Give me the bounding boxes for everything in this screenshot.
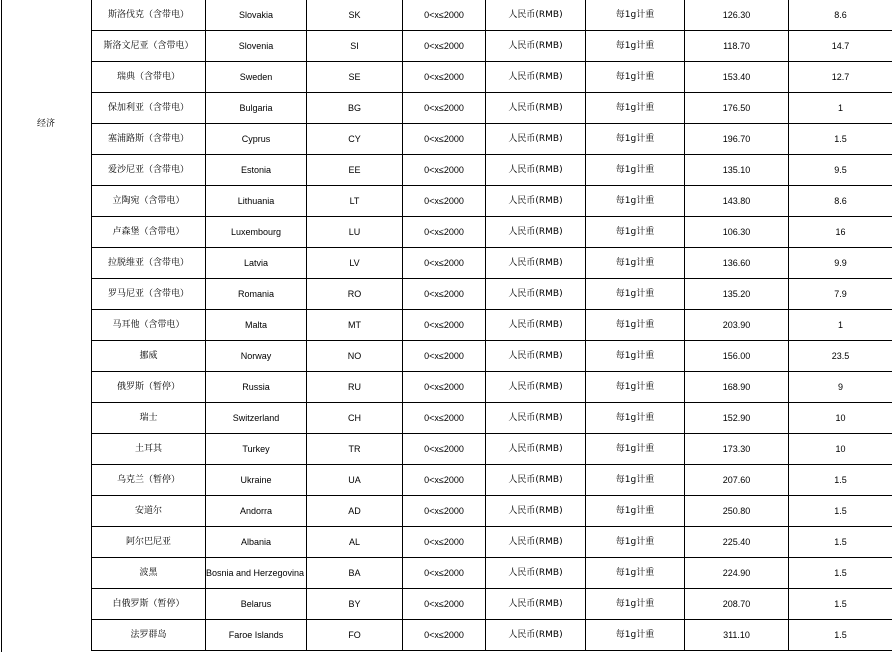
country-name-cn-cell: 保加利亚（含带电） xyxy=(92,93,206,124)
currency-cell: 人民币(RMB) xyxy=(486,465,586,496)
country-name-en-cell: Luxembourg xyxy=(206,217,307,248)
price-cell: 126.30 xyxy=(685,0,789,31)
weight-range-cell: 0<x≤2000 xyxy=(403,62,486,93)
country-code-cell: MT xyxy=(307,310,403,341)
country-name-en-cell: Slovakia xyxy=(206,0,307,31)
country-code-cell: AL xyxy=(307,527,403,558)
registration-fee-cell: 1.5 xyxy=(789,124,892,155)
country-code-cell: AD xyxy=(307,496,403,527)
registration-fee-cell: 9 xyxy=(789,372,892,403)
currency-cell: 人民币(RMB) xyxy=(486,62,586,93)
table-row xyxy=(92,527,892,558)
currency-cell: 人民币(RMB) xyxy=(486,372,586,403)
country-name-cn-cell: 马耳他（含带电） xyxy=(92,310,206,341)
price-cell: 311.10 xyxy=(685,620,789,651)
table-row xyxy=(92,372,892,403)
billing-unit-cell: 每1g计重 xyxy=(586,589,685,620)
country-name-en-cell: Cyprus xyxy=(206,124,307,155)
country-name-cn-cell: 瑞典（含带电） xyxy=(92,62,206,93)
currency-cell: 人民币(RMB) xyxy=(486,0,586,31)
currency-cell: 人民币(RMB) xyxy=(486,155,586,186)
weight-range-cell: 0<x≤2000 xyxy=(403,93,486,124)
table-row xyxy=(92,403,892,434)
weight-range-cell: 0<x≤2000 xyxy=(403,527,486,558)
country-code-cell: EE xyxy=(307,155,403,186)
price-cell: 153.40 xyxy=(685,62,789,93)
table-row xyxy=(92,620,892,651)
table-row xyxy=(92,93,892,124)
country-code-cell: RO xyxy=(307,279,403,310)
country-code-cell: UA xyxy=(307,465,403,496)
currency-cell: 人民币(RMB) xyxy=(486,310,586,341)
price-cell: 136.60 xyxy=(685,248,789,279)
currency-cell: 人民币(RMB) xyxy=(486,558,586,589)
country-code-cell: SI xyxy=(307,31,403,62)
table-row xyxy=(92,465,892,496)
country-code-cell: CY xyxy=(307,124,403,155)
table-row xyxy=(92,62,892,93)
country-name-cn-cell: 安道尔 xyxy=(92,496,206,527)
billing-unit-cell: 每1g计重 xyxy=(586,620,685,651)
table-left-border xyxy=(1,0,2,652)
billing-unit-cell: 每1g计重 xyxy=(586,465,685,496)
billing-unit-cell: 每1g计重 xyxy=(586,124,685,155)
registration-fee-cell: 7.9 xyxy=(789,279,892,310)
weight-range-cell: 0<x≤2000 xyxy=(403,465,486,496)
billing-unit-cell: 每1g计重 xyxy=(586,310,685,341)
country-name-cn-cell: 挪威 xyxy=(92,341,206,372)
price-cell: 208.70 xyxy=(685,589,789,620)
billing-unit-cell: 每1g计重 xyxy=(586,372,685,403)
currency-cell: 人民币(RMB) xyxy=(486,589,586,620)
country-name-cn-cell: 法罗群岛 xyxy=(92,620,206,651)
billing-unit-cell: 每1g计重 xyxy=(586,31,685,62)
country-name-en-cell: Lithuania xyxy=(206,186,307,217)
price-cell: 118.70 xyxy=(685,31,789,62)
billing-unit-cell: 每1g计重 xyxy=(586,496,685,527)
table-row xyxy=(92,248,892,279)
country-name-cn-cell: 乌克兰（暂停） xyxy=(92,465,206,496)
currency-cell: 人民币(RMB) xyxy=(486,527,586,558)
country-code-cell: LU xyxy=(307,217,403,248)
country-name-cn-cell: 土耳其 xyxy=(92,434,206,465)
price-cell: 176.50 xyxy=(685,93,789,124)
registration-fee-cell: 8.6 xyxy=(789,186,892,217)
billing-unit-cell: 每1g计重 xyxy=(586,279,685,310)
country-name-cn-cell: 瑞士 xyxy=(92,403,206,434)
registration-fee-cell: 1.5 xyxy=(789,496,892,527)
country-code-cell: BA xyxy=(307,558,403,589)
table-row xyxy=(92,341,892,372)
price-cell: 224.90 xyxy=(685,558,789,589)
billing-unit-cell: 每1g计重 xyxy=(586,186,685,217)
billing-unit-cell: 每1g计重 xyxy=(586,62,685,93)
country-name-cn-cell: 卢森堡（含带电） xyxy=(92,217,206,248)
registration-fee-cell: 12.7 xyxy=(789,62,892,93)
table-row xyxy=(92,496,892,527)
country-name-en-cell: Belarus xyxy=(206,589,307,620)
price-cell: 203.90 xyxy=(685,310,789,341)
price-cell: 135.20 xyxy=(685,279,789,310)
country-code-cell: LT xyxy=(307,186,403,217)
weight-range-cell: 0<x≤2000 xyxy=(403,341,486,372)
price-cell: 250.80 xyxy=(685,496,789,527)
country-name-en-cell: Norway xyxy=(206,341,307,372)
country-name-cn-cell: 立陶宛（含带电） xyxy=(92,186,206,217)
country-name-cn-cell: 斯洛文尼亚（含带电） xyxy=(92,31,206,62)
currency-cell: 人民币(RMB) xyxy=(486,124,586,155)
country-name-en-cell: Bulgaria xyxy=(206,93,307,124)
price-cell: 106.30 xyxy=(685,217,789,248)
currency-cell: 人民币(RMB) xyxy=(486,248,586,279)
currency-cell: 人民币(RMB) xyxy=(486,279,586,310)
weight-range-cell: 0<x≤2000 xyxy=(403,0,486,31)
country-name-cn-cell: 斯洛伐克（含带电） xyxy=(92,0,206,31)
country-code-cell: BY xyxy=(307,589,403,620)
registration-fee-cell: 14.7 xyxy=(789,31,892,62)
weight-range-cell: 0<x≤2000 xyxy=(403,620,486,651)
billing-unit-cell: 每1g计重 xyxy=(586,93,685,124)
currency-cell: 人民币(RMB) xyxy=(486,93,586,124)
country-name-cn-cell: 白俄罗斯（暂停） xyxy=(92,589,206,620)
price-cell: 135.10 xyxy=(685,155,789,186)
country-code-cell: SE xyxy=(307,62,403,93)
weight-range-cell: 0<x≤2000 xyxy=(403,589,486,620)
country-name-en-cell: Slovenia xyxy=(206,31,307,62)
country-name-en-cell: Romania xyxy=(206,279,307,310)
country-name-cn-cell: 塞浦路斯（含带电） xyxy=(92,124,206,155)
country-name-cn-cell: 拉脱维亚（含带电） xyxy=(92,248,206,279)
currency-cell: 人民币(RMB) xyxy=(486,434,586,465)
price-cell: 196.70 xyxy=(685,124,789,155)
country-name-cn-cell: 罗马尼亚（含带电） xyxy=(92,279,206,310)
billing-unit-cell: 每1g计重 xyxy=(586,558,685,589)
billing-unit-cell: 每1g计重 xyxy=(586,403,685,434)
registration-fee-cell: 10 xyxy=(789,434,892,465)
currency-cell: 人民币(RMB) xyxy=(486,403,586,434)
registration-fee-cell: 1.5 xyxy=(789,527,892,558)
country-name-cn-cell: 阿尔巴尼亚 xyxy=(92,527,206,558)
rates-table xyxy=(91,0,892,651)
weight-range-cell: 0<x≤2000 xyxy=(403,279,486,310)
currency-cell: 人民币(RMB) xyxy=(486,496,586,527)
price-cell: 168.90 xyxy=(685,372,789,403)
registration-fee-cell: 9.5 xyxy=(789,155,892,186)
weight-range-cell: 0<x≤2000 xyxy=(403,496,486,527)
table-row xyxy=(92,217,892,248)
country-code-cell: BG xyxy=(307,93,403,124)
table-row xyxy=(92,558,892,589)
weight-range-cell: 0<x≤2000 xyxy=(403,186,486,217)
registration-fee-cell: 9.9 xyxy=(789,248,892,279)
table-row xyxy=(92,310,892,341)
currency-cell: 人民币(RMB) xyxy=(486,620,586,651)
country-code-cell: RU xyxy=(307,372,403,403)
weight-range-cell: 0<x≤2000 xyxy=(403,155,486,186)
registration-fee-cell: 16 xyxy=(789,217,892,248)
table-row xyxy=(92,434,892,465)
weight-range-cell: 0<x≤2000 xyxy=(403,217,486,248)
country-name-en-cell: Estonia xyxy=(206,155,307,186)
weight-range-cell: 0<x≤2000 xyxy=(403,434,486,465)
weight-range-cell: 0<x≤2000 xyxy=(403,124,486,155)
country-name-en-cell: Faroe Islands xyxy=(206,620,307,651)
weight-range-cell: 0<x≤2000 xyxy=(403,558,486,589)
currency-cell: 人民币(RMB) xyxy=(486,31,586,62)
country-code-cell: CH xyxy=(307,403,403,434)
price-cell: 152.90 xyxy=(685,403,789,434)
currency-cell: 人民币(RMB) xyxy=(486,341,586,372)
weight-range-cell: 0<x≤2000 xyxy=(403,372,486,403)
country-name-en-cell: Latvia xyxy=(206,248,307,279)
registration-fee-cell: 1.5 xyxy=(789,589,892,620)
registration-fee-cell: 1 xyxy=(789,93,892,124)
registration-fee-cell: 8.6 xyxy=(789,0,892,31)
table-row xyxy=(92,279,892,310)
registration-fee-cell: 1.5 xyxy=(789,465,892,496)
table-row xyxy=(92,589,892,620)
billing-unit-cell: 每1g计重 xyxy=(586,341,685,372)
table-row xyxy=(92,155,892,186)
table-row xyxy=(92,0,892,31)
table-row xyxy=(92,124,892,155)
country-name-cn-cell: 爱沙尼亚（含带电） xyxy=(92,155,206,186)
price-cell: 156.00 xyxy=(685,341,789,372)
billing-unit-cell: 每1g计重 xyxy=(586,155,685,186)
weight-range-cell: 0<x≤2000 xyxy=(403,31,486,62)
country-code-cell: TR xyxy=(307,434,403,465)
service-group-label: 经济 xyxy=(36,119,55,129)
weight-range-cell: 0<x≤2000 xyxy=(403,248,486,279)
registration-fee-cell: 10 xyxy=(789,403,892,434)
country-name-en-cell: Bosnia and Herzegovina xyxy=(206,558,307,589)
currency-cell: 人民币(RMB) xyxy=(486,217,586,248)
registration-fee-cell: 1.5 xyxy=(789,558,892,589)
registration-fee-cell: 1.5 xyxy=(789,620,892,651)
price-cell: 207.60 xyxy=(685,465,789,496)
table-row xyxy=(92,186,892,217)
country-name-en-cell: Albania xyxy=(206,527,307,558)
currency-cell: 人民币(RMB) xyxy=(486,186,586,217)
price-cell: 173.30 xyxy=(685,434,789,465)
country-code-cell: LV xyxy=(307,248,403,279)
registration-fee-cell: 23.5 xyxy=(789,341,892,372)
billing-unit-cell: 每1g计重 xyxy=(586,217,685,248)
country-code-cell: NO xyxy=(307,341,403,372)
weight-range-cell: 0<x≤2000 xyxy=(403,403,486,434)
billing-unit-cell: 每1g计重 xyxy=(586,0,685,31)
registration-fee-cell: 1 xyxy=(789,310,892,341)
country-name-en-cell: Sweden xyxy=(206,62,307,93)
weight-range-cell: 0<x≤2000 xyxy=(403,310,486,341)
country-name-en-cell: Russia xyxy=(206,372,307,403)
country-name-en-cell: Andorra xyxy=(206,496,307,527)
country-code-cell: FO xyxy=(307,620,403,651)
country-name-cn-cell: 波黑 xyxy=(92,558,206,589)
rates-table-body xyxy=(92,0,892,651)
price-cell: 225.40 xyxy=(685,527,789,558)
billing-unit-cell: 每1g计重 xyxy=(586,248,685,279)
price-cell: 143.80 xyxy=(685,186,789,217)
country-name-en-cell: Switzerland xyxy=(206,403,307,434)
country-name-cn-cell: 俄罗斯（暂停） xyxy=(92,372,206,403)
country-name-en-cell: Ukraine xyxy=(206,465,307,496)
country-code-cell: SK xyxy=(307,0,403,31)
billing-unit-cell: 每1g计重 xyxy=(586,527,685,558)
table-row xyxy=(92,31,892,62)
country-name-en-cell: Turkey xyxy=(206,434,307,465)
country-name-en-cell: Malta xyxy=(206,310,307,341)
billing-unit-cell: 每1g计重 xyxy=(586,434,685,465)
